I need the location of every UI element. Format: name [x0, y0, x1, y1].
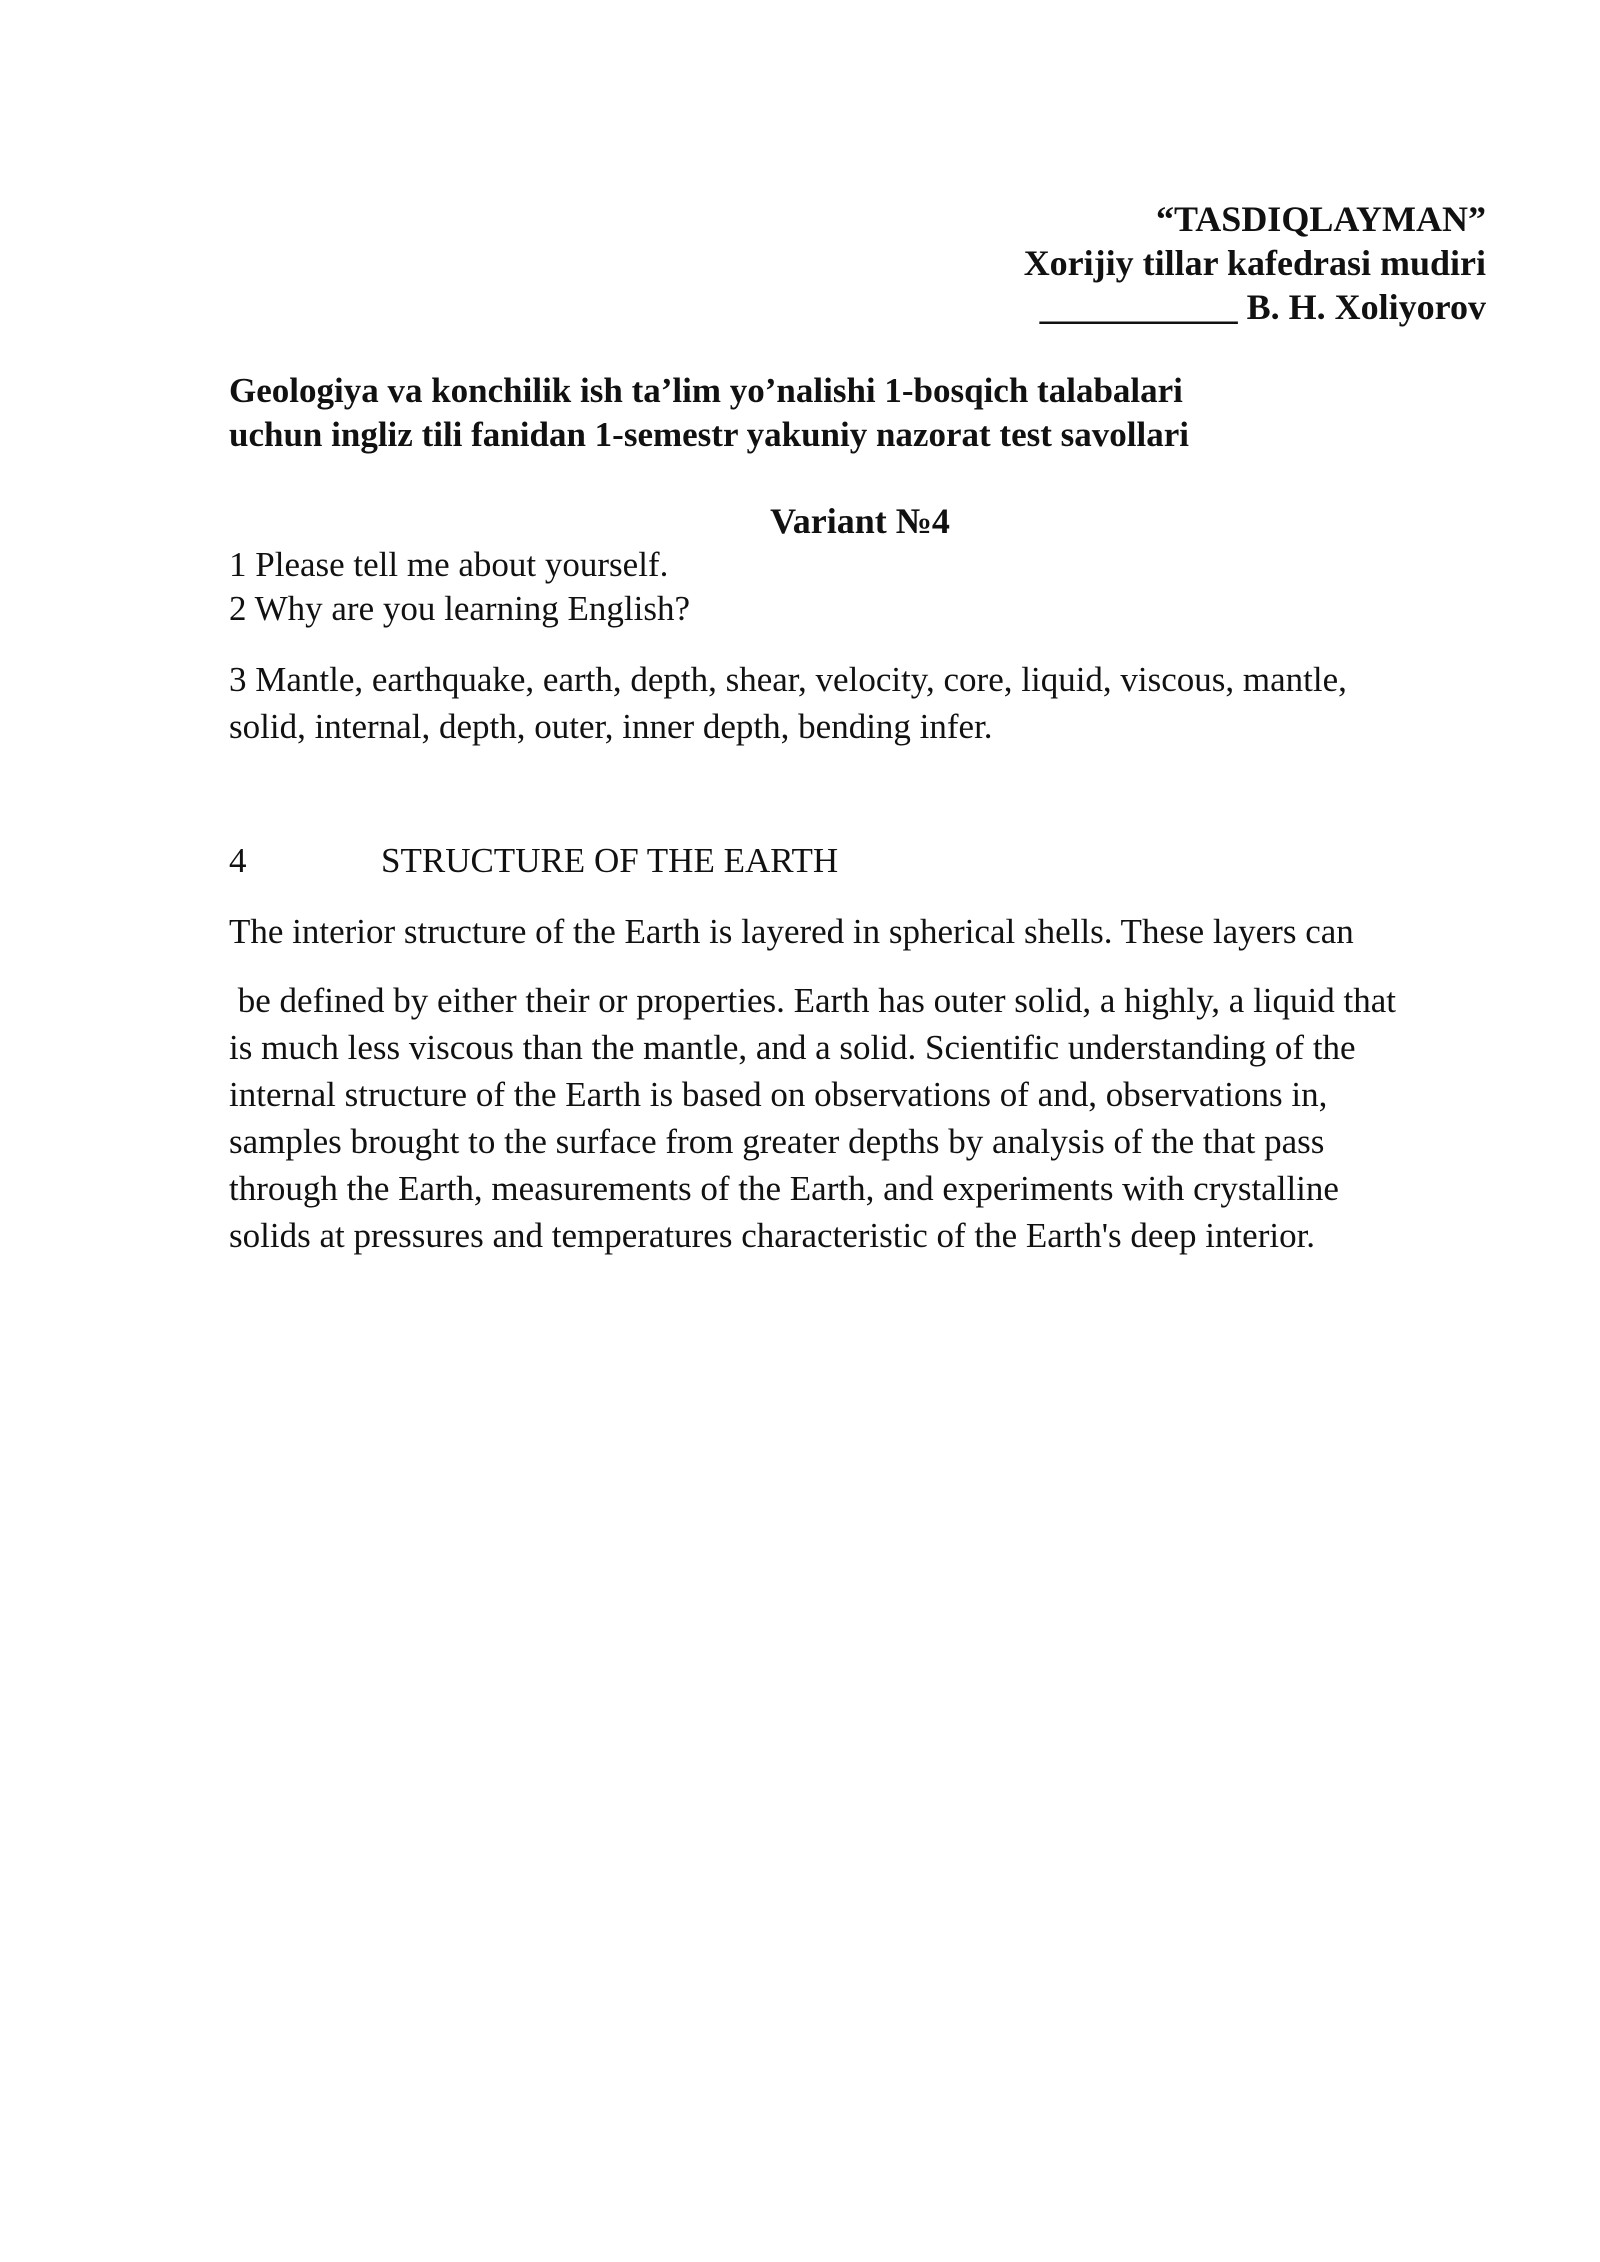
paragraph-line: internal structure of the Earth is based on observations of and, observations in,	[229, 1075, 1328, 1114]
section-paragraph-1: The interior structure of the Earth is layered in spherical shells. These layers can	[229, 912, 1354, 951]
question-3	[229, 656, 1489, 750]
question-list	[229, 543, 1489, 631]
approval-heading: “TASDIQLAYMAN”	[1155, 199, 1486, 239]
section-number: 4	[229, 841, 247, 880]
variant-heading: Variant №4	[770, 501, 950, 541]
title-line-1: Geologiya va konchilik ish ta’lim yo’nalishi 1-bosqich talabalari	[229, 371, 1183, 410]
question-1: 1 Please tell me about yourself.	[229, 545, 669, 584]
approval-position: Xorijiy tillar kafedrasi mudiri	[1023, 243, 1486, 283]
title-line-2: uchun ingliz tili fanidan 1-semestr yakuniy nazorat test savollari	[229, 415, 1189, 454]
section-paragraph-2	[229, 977, 1529, 1259]
approval-signature-line: ___________ B. H. Xoliyorov	[1039, 287, 1486, 327]
section-4-heading	[229, 839, 1489, 883]
document-title	[229, 369, 1379, 457]
paragraph-line: be defined by either their or properties. Earth has outer solid, a highly, a liquid that	[229, 981, 1396, 1020]
approval-block	[786, 197, 1486, 329]
question-2: 2 Why are you learning English?	[229, 589, 691, 628]
section-title: STRUCTURE OF THE EARTH	[381, 841, 839, 880]
paragraph-line: through the Earth, measurements of the Earth, and experiments with crystalline	[229, 1169, 1339, 1208]
question-3-line-2: solid, internal, depth, outer, inner depth, bending infer.	[229, 707, 993, 746]
paragraph-line: samples brought to the surface from greater depths by analysis of the that pass	[229, 1122, 1325, 1161]
question-3-line-1: 3 Mantle, earthquake, earth, depth, shear, velocity, core, liquid, viscous, mantle,	[229, 660, 1347, 699]
paragraph-line: solids at pressures and temperatures characteristic of the Earth's deep interior.	[229, 1216, 1316, 1255]
paragraph-line: is much less viscous than the mantle, and a solid. Scientific understanding of the	[229, 1028, 1356, 1067]
